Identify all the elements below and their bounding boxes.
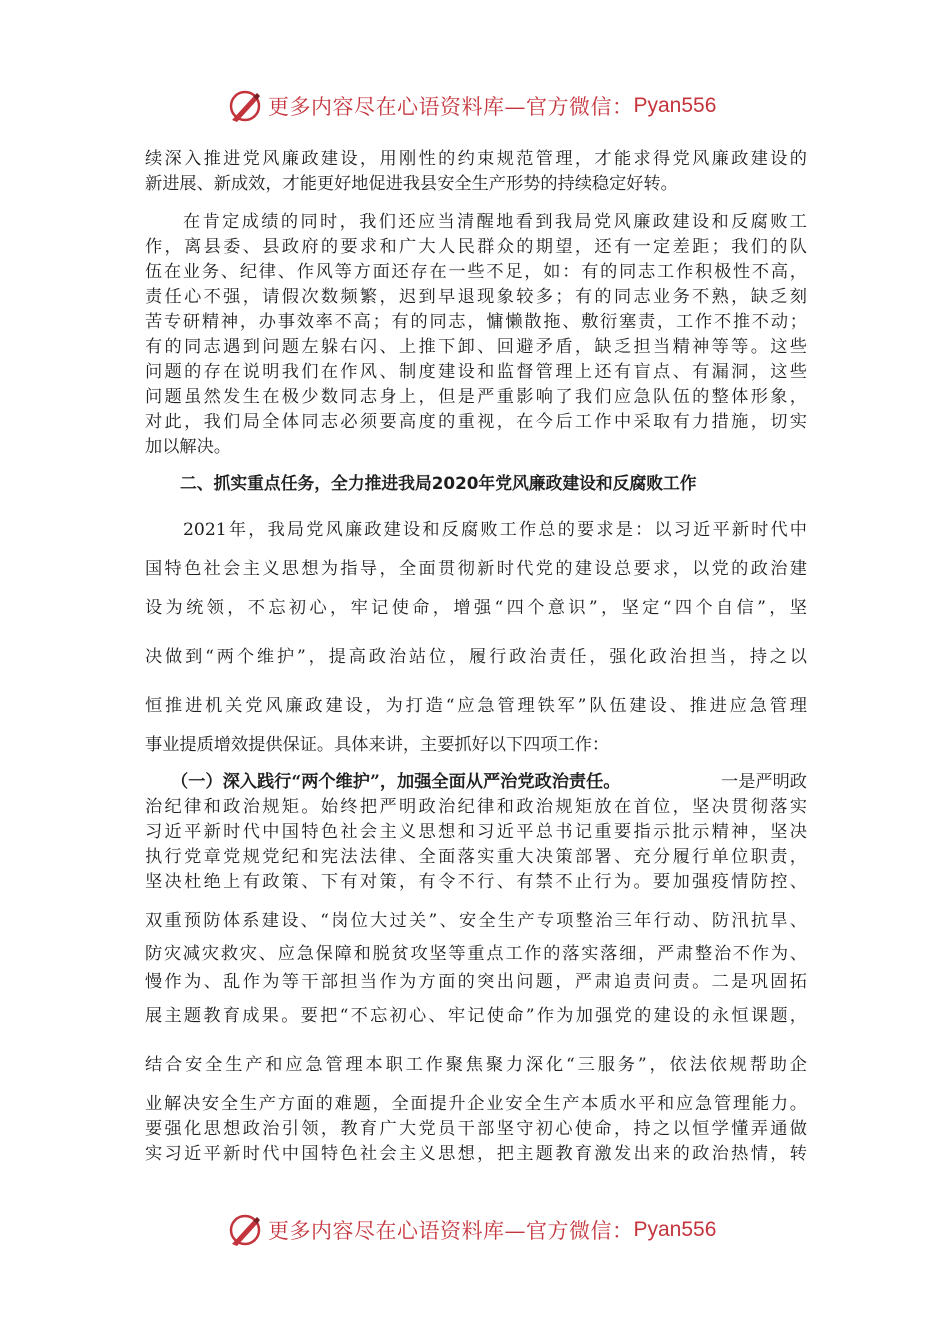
banner-text: 更多内容尽在心语资料库—官方微信： bbox=[268, 95, 634, 119]
text-line: 在肯定成绩的同时，我们还应当清醒地看到我局党风廉政建设和反腐败工 bbox=[183, 212, 807, 232]
text-line: 治纪律和政治规矩。始终把严明政治纪律和政治规矩放在首位，坚决贯彻落实 bbox=[145, 797, 807, 817]
text-line: 新进展、新成效，才能更好地促进我县安全生产形势的持续稳定好转。 bbox=[145, 174, 678, 194]
text-line: 业解决安全生产方面的难题，全面提升企业安全生产本质水平和应急管理能力。 bbox=[145, 1094, 807, 1114]
text-line: 问题虽然发生在极少数同志身上，但是严重影响了我们应急队伍的整体形象， bbox=[145, 387, 807, 407]
text-line: 执行党章党规党纪和宪法法律、全面落实重大决策部署、充分履行单位职责， bbox=[145, 847, 807, 867]
subsection-heading: （一）深入践行“两个维护”，加强全面从严治党政治责任。 bbox=[171, 772, 621, 792]
pen-logo-icon bbox=[226, 1211, 264, 1249]
text-line: 加以解决。 bbox=[145, 437, 231, 457]
text-line: 国特色社会主义思想为指导，全面贯彻新时代党的建设总要求，以党的政治建 bbox=[145, 559, 807, 579]
text-line: 2021年，我局党风廉政建设和反腐败工作总的要求是：以习近平新时代中 bbox=[183, 520, 807, 540]
text-line: 有的同志遇到问题左躲右闪、上推下卸、回避矛盾，缺乏担当精神等等。这些 bbox=[145, 337, 807, 357]
text-line: 要强化思想政治引领，教育广大党员干部坚守初心使命，持之以恒学懂弄通做 bbox=[145, 1119, 807, 1139]
text-line: 事业提质增效提供保证。具体来讲，主要抓好以下四项工作： bbox=[145, 735, 610, 755]
text-line: 苦专研精神，办事效率不高；有的同志，慵懒散拖、敷衍塞责，工作不推不动； bbox=[145, 312, 807, 332]
section-heading: 二、抓实重点任务，全力推进我局2020年党风廉政建设和反腐败工作 bbox=[180, 473, 697, 493]
pen-logo-icon bbox=[226, 87, 264, 125]
footer-banner bbox=[226, 1210, 716, 1250]
text-line: 恒推进机关党风廉政建设，为打造“应急管理铁军”队伍建设、推进应急管理 bbox=[145, 696, 807, 716]
text-line: 责任心不强，请假次数频繁，迟到早退现象较多；有的同志业务不熟，缺乏刻 bbox=[145, 287, 807, 307]
text-fragment: 一是严明政 bbox=[721, 772, 807, 792]
text-line: 防灾减灾救灾、应急保障和脱贫攻坚等重点工作的落实落细，严肃整治不作为、 bbox=[145, 944, 807, 964]
text-line: 对此，我们局全体同志必须要高度的重视，在今后工作中采取有力措施，切实 bbox=[145, 412, 807, 432]
subsection-line bbox=[171, 770, 807, 794]
text-line: 决做到“两个维护”，提高政治站位，履行政治责任，强化政治担当，持之以 bbox=[145, 647, 807, 667]
text-line: 双重预防体系建设、“岗位大过关”、安全生产专项整治三年行动、防汛抗旱、 bbox=[145, 911, 807, 931]
text-line: 展主题教育成果。要把“不忘初心、牢记使命”作为加强党的建设的永恒课题， bbox=[145, 1006, 807, 1026]
text-line: 设为统领，不忘初心，牢记使命，增强“四个意识”，坚定“四个自信”，坚 bbox=[145, 598, 807, 618]
text-line: 结合安全生产和应急管理本职工作聚焦聚力深化“三服务”，依法依规帮助企 bbox=[145, 1055, 807, 1075]
banner-text: 更多内容尽在心语资料库—官方微信： bbox=[268, 1219, 634, 1243]
text-line: 坚决杜绝上有政策、下有对策，有令不行、有禁不止行为。要加强疫情防控、 bbox=[145, 872, 807, 892]
text-line: 实习近平新时代中国特色社会主义思想，把主题教育激发出来的政治热情，转 bbox=[145, 1144, 807, 1164]
text-line: 伍在业务、纪律、作风等方面还存在一些不足，如：有的同志工作积极性不高， bbox=[145, 262, 807, 282]
banner-wechat-id: Pyan556 bbox=[633, 94, 717, 117]
text-line: 习近平新时代中国特色社会主义思想和习近平总书记重要指示批示精神，坚决 bbox=[145, 822, 807, 842]
text-line: 慢作为、乱作为等干部担当作为方面的突出问题，严肃追责问责。二是巩固拓 bbox=[145, 972, 807, 992]
header-banner bbox=[226, 86, 716, 126]
text-line: 续深入推进党风廉政建设，用刚性的约束规范管理，才能求得党风廉政建设的 bbox=[145, 149, 807, 169]
banner-wechat-id: Pyan556 bbox=[633, 1218, 717, 1241]
text-line: 作，离县委、县政府的要求和广大人民群众的期望，还有一定差距；我们的队 bbox=[145, 237, 807, 257]
text-line: 问题的存在说明我们在作风、制度建设和监督管理上还有盲点、有漏洞，这些 bbox=[145, 362, 807, 382]
